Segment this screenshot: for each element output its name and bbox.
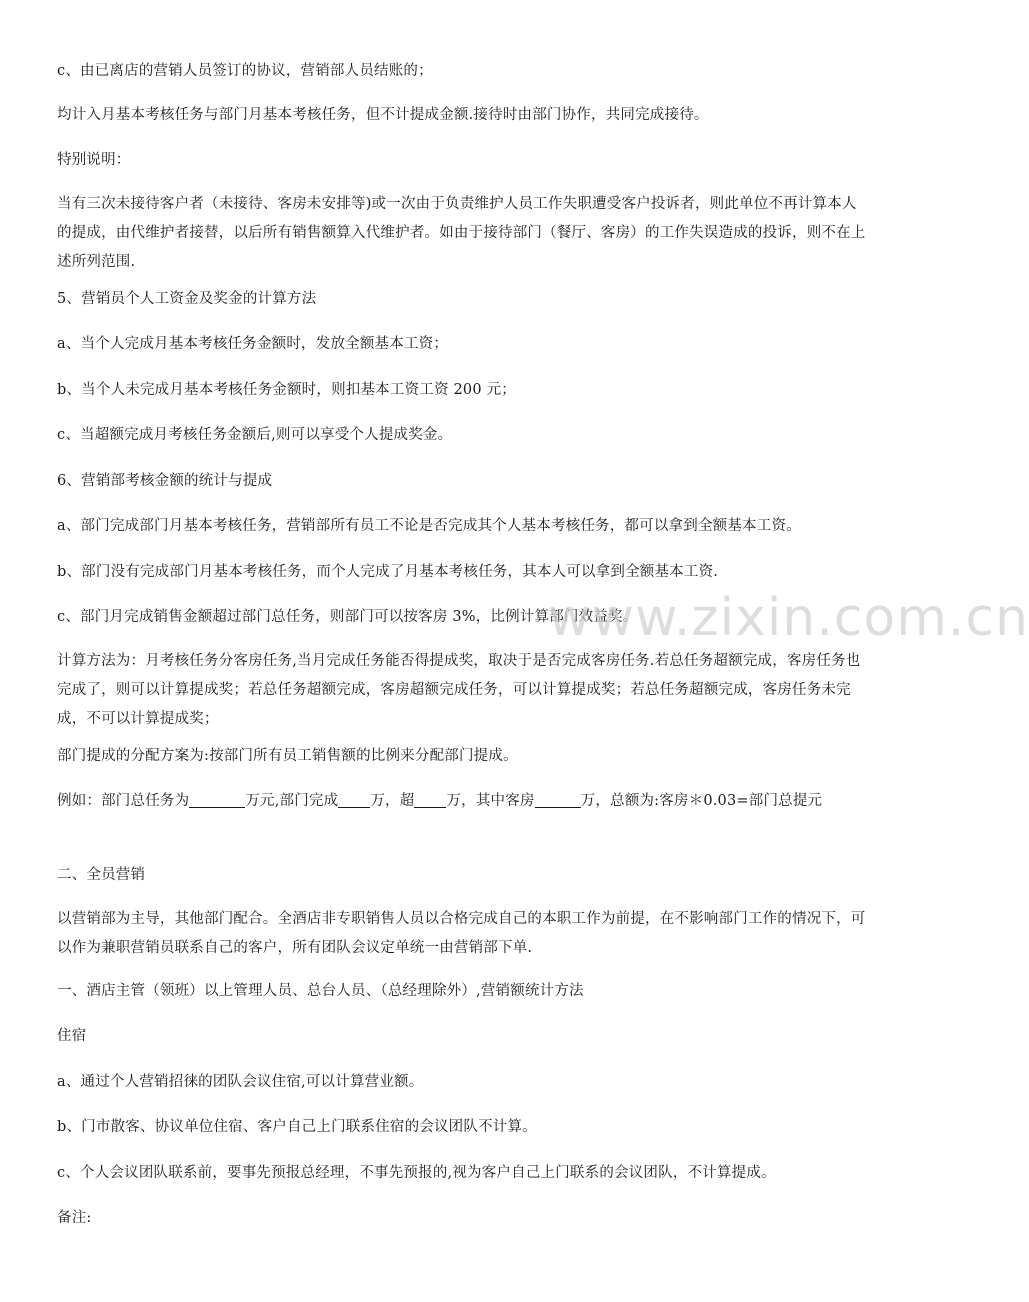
fill-blank bbox=[189, 790, 245, 808]
watermark: www.zixin.com.cn bbox=[548, 588, 1029, 648]
section-heading: 6、营销部考核金额的统计与提成 bbox=[57, 473, 273, 489]
paragraph: 计算方法为：月考核任务分客房任务,当月完成任务能否得提成奖，取决于是否完成客房任务.若总任务超额完成，客房任务也完成了，则可以计算提成奖；若总任务超额完成，客房超额完成任务，可以计算提成奖；若总任务超额完成，客房任务未完成，不可以计算提成奖； bbox=[57, 653, 861, 727]
section-label: 特别说明： bbox=[57, 152, 131, 168]
paragraph: 以营销部为主导，其他部门配合。全酒店非专职销售人员以合格完成自己的本职工作为前提，在不影响部门工作的情况下，可以作为兼职营销员联系自己的客户，所有团队会议定单统一由营销部下单. bbox=[57, 911, 866, 956]
paragraph: 部门提成的分配方案为:按部门所有员工销售额的比例来分配部门提成。 bbox=[57, 748, 518, 764]
example-text: 万元,部门完成 bbox=[245, 793, 339, 809]
paragraph: 当有三次未接待客户者（未接待、客房未安排等)或一次由于负责维护人员工作失职遭受客户投诉者，则此单位不再计算本人的提成，由代维护者接替，以后所有销售额算入代维护者。如由于接待部门（餐厅、客房）的工作失误造成的投诉，则不在上述所列范围. bbox=[57, 196, 866, 270]
section-label: 备注: bbox=[57, 1210, 92, 1226]
section-heading: 一、酒店主管（领班）以上管理人员、总台人员、（总经理除外）,营销额统计方法 bbox=[57, 983, 584, 999]
fill-blank bbox=[414, 790, 446, 808]
list-item: a、通过个人营销招徕的团队会议住宿,可以计算营业额。 bbox=[57, 1074, 424, 1090]
example-text: 万，总额为:客房＊0.03=部门总提元 bbox=[580, 793, 823, 809]
section-heading: 二、全员营销 bbox=[57, 867, 146, 883]
example-paragraph bbox=[57, 787, 869, 816]
list-item: b、部门没有完成部门月基本考核任务，而个人完成了月基本考核任务，其本人可以拿到全额基本工资. bbox=[57, 564, 719, 580]
paragraph: 均计入月基本考核任务与部门月基本考核任务，但不计提成金额.接待时由部门协作，共同完成接待。 bbox=[57, 107, 709, 123]
example-text: 例如：部门总任务为 bbox=[57, 793, 190, 809]
fill-blank bbox=[535, 790, 581, 808]
list-item: a、当个人完成月基本考核任务金额时，发放全额基本工资； bbox=[57, 336, 449, 352]
list-item: b、门市散客、协议单位住宿、客户自己上门联系住宿的会议团队不计算。 bbox=[57, 1119, 537, 1135]
paragraph: c、由已离店的营销人员签订的协议，营销部人员结账的； bbox=[57, 63, 433, 79]
section-heading: 5、营销员个人工资金及奖金的计算方法 bbox=[57, 291, 317, 307]
list-item: b、当个人未完成月基本考核任务金额时，则扣基本工资工资 200 元； bbox=[57, 382, 516, 398]
section-label: 住宿 bbox=[57, 1028, 87, 1044]
example-text: 万，超 bbox=[370, 793, 415, 809]
fill-blank bbox=[338, 790, 370, 808]
list-item: c、当超额完成月考核任务金额后,则可以享受个人提成奖金。 bbox=[57, 427, 453, 443]
list-item: c、个人会议团队联系前，要事先预报总经理，不事先预报的,视为客户自己上门联系的会议团队，不计算提成。 bbox=[57, 1165, 776, 1181]
list-item: c、部门月完成销售金额超过部门总任务，则部门可以按客房 3%，比例计算部门效益奖。 bbox=[57, 609, 638, 625]
example-text: 万，其中客房 bbox=[446, 793, 535, 809]
list-item: a、部门完成部门月基本考核任务，营销部所有员工不论是否完成其个人基本考核任务，都可以拿到全额基本工资。 bbox=[57, 518, 801, 534]
